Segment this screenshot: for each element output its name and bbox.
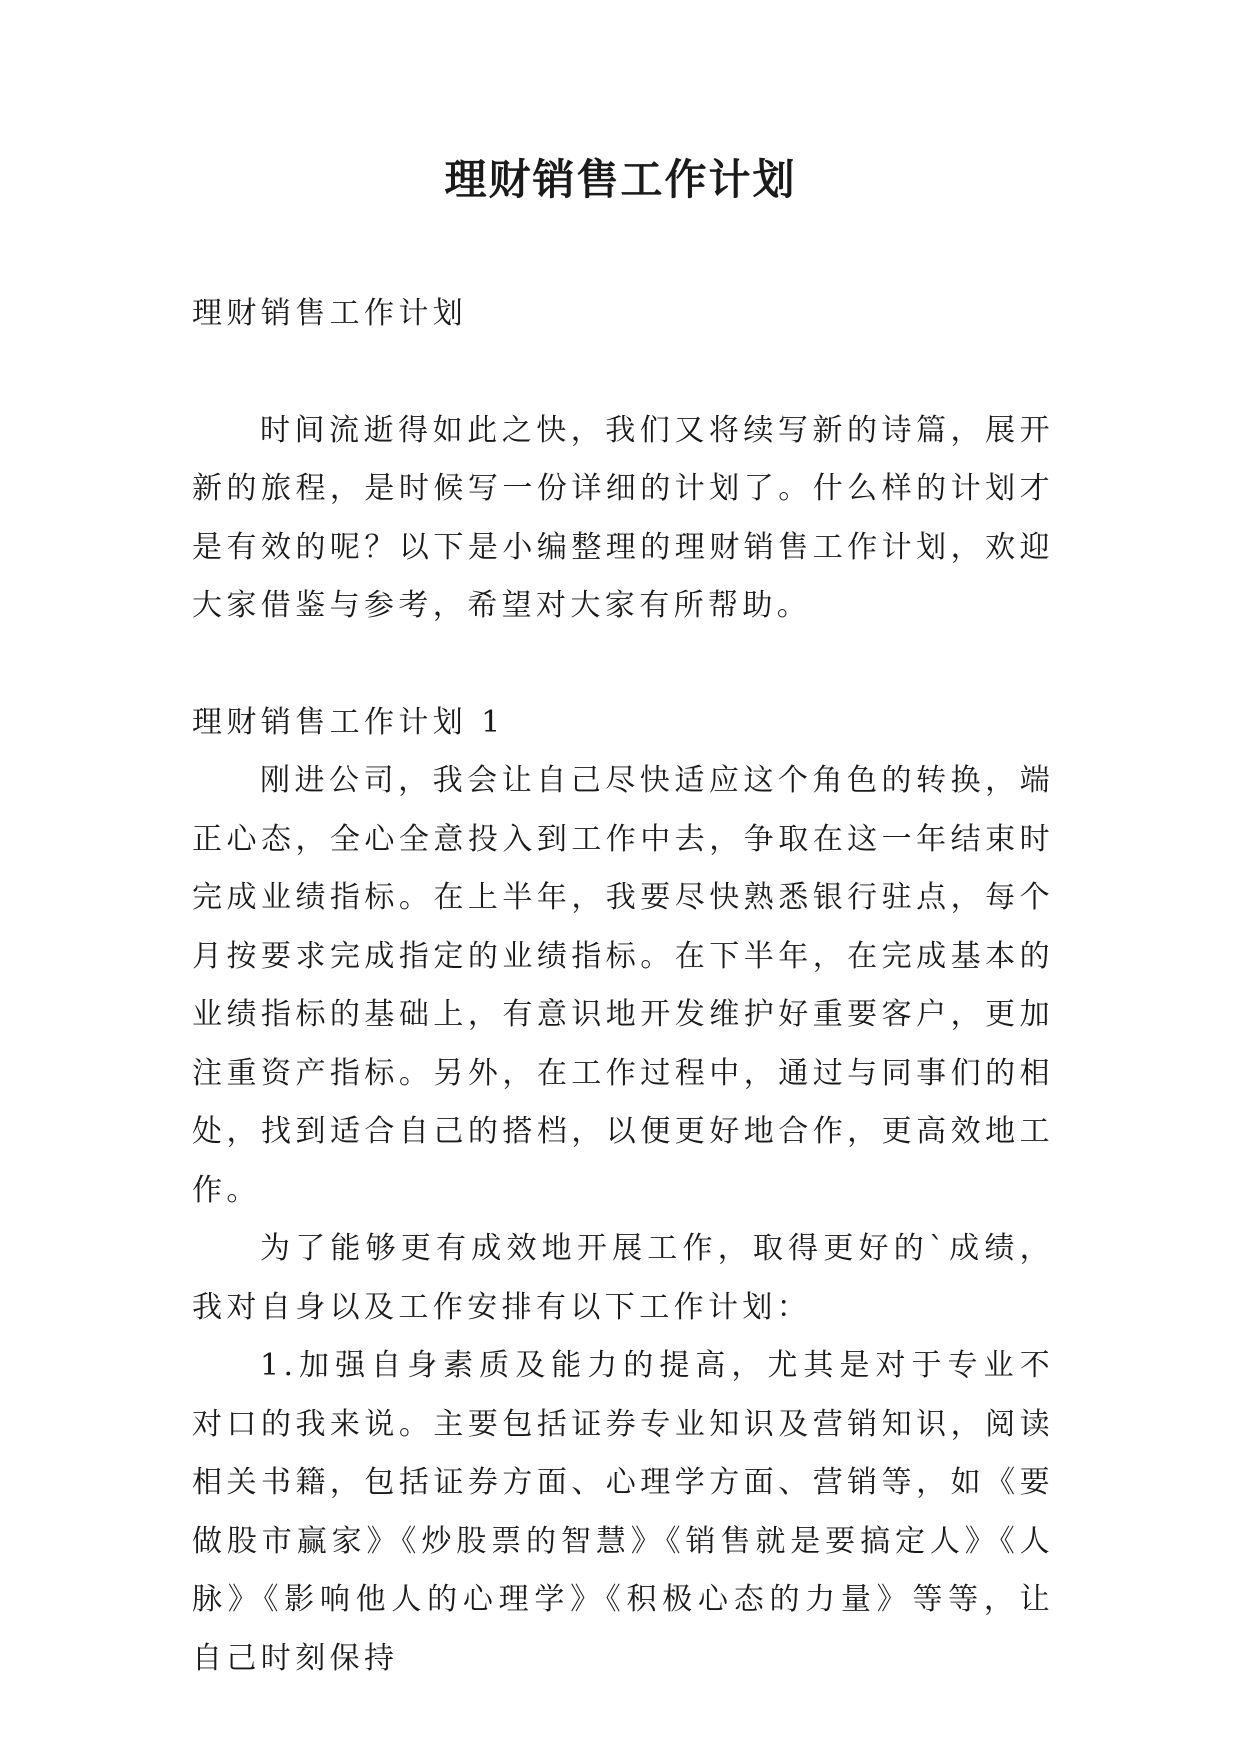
document-title: 理财销售工作计划 xyxy=(444,155,797,204)
document-body xyxy=(192,285,1054,1688)
body-paragraph-1: 刚进公司，我会让自己尽快适应这个角色的转换，端正心态，全心全意投入到工作中去，争取在这一年结束时完成业绩指标。在上半年，我要尽快熟悉银行驻点，每个月按要求完成指定的业绩指标。在下半年，在完成基本的业绩指标的基础上，有意识地开发维护好重要客户，更加注重资产指标。另外，在工作过程中，通过与同事们的相处，找到适合自己的搭档，以便更好地合作，更高效地工作。 xyxy=(192,763,1054,1208)
body-paragraph-3: 1.加强自身素质及能力的提高，尤其是对于专业不对口的我来说。主要包括证券专业知识及营销知识，阅读相关书籍，包括证券方面、心理学方面、营销等，如《要做股市赢家》《炒股票的智慧》《销售就是要搞定人》《人脉》《影响他人的心理学》《积极心态的力量》等等，让自己时刻保持 xyxy=(192,1348,1054,1676)
body-paragraph-2: 为了能够更有成效地开展工作，取得更好的`成绩，我对自身以及工作安排有以下工作计划： xyxy=(192,1231,1054,1325)
document-subtitle: 理财销售工作计划 xyxy=(192,296,468,331)
intro-paragraph: 时间流逝得如此之快，我们又将续写新的诗篇，展开新的旅程，是时候写一份详细的计划了。什么样的计划才是有效的呢？以下是小编整理的理财销售工作计划，欢迎大家借鉴与参考，希望对大家有所帮助。 xyxy=(192,412,1054,623)
section-heading: 理财销售工作计划 1 xyxy=(192,704,505,740)
